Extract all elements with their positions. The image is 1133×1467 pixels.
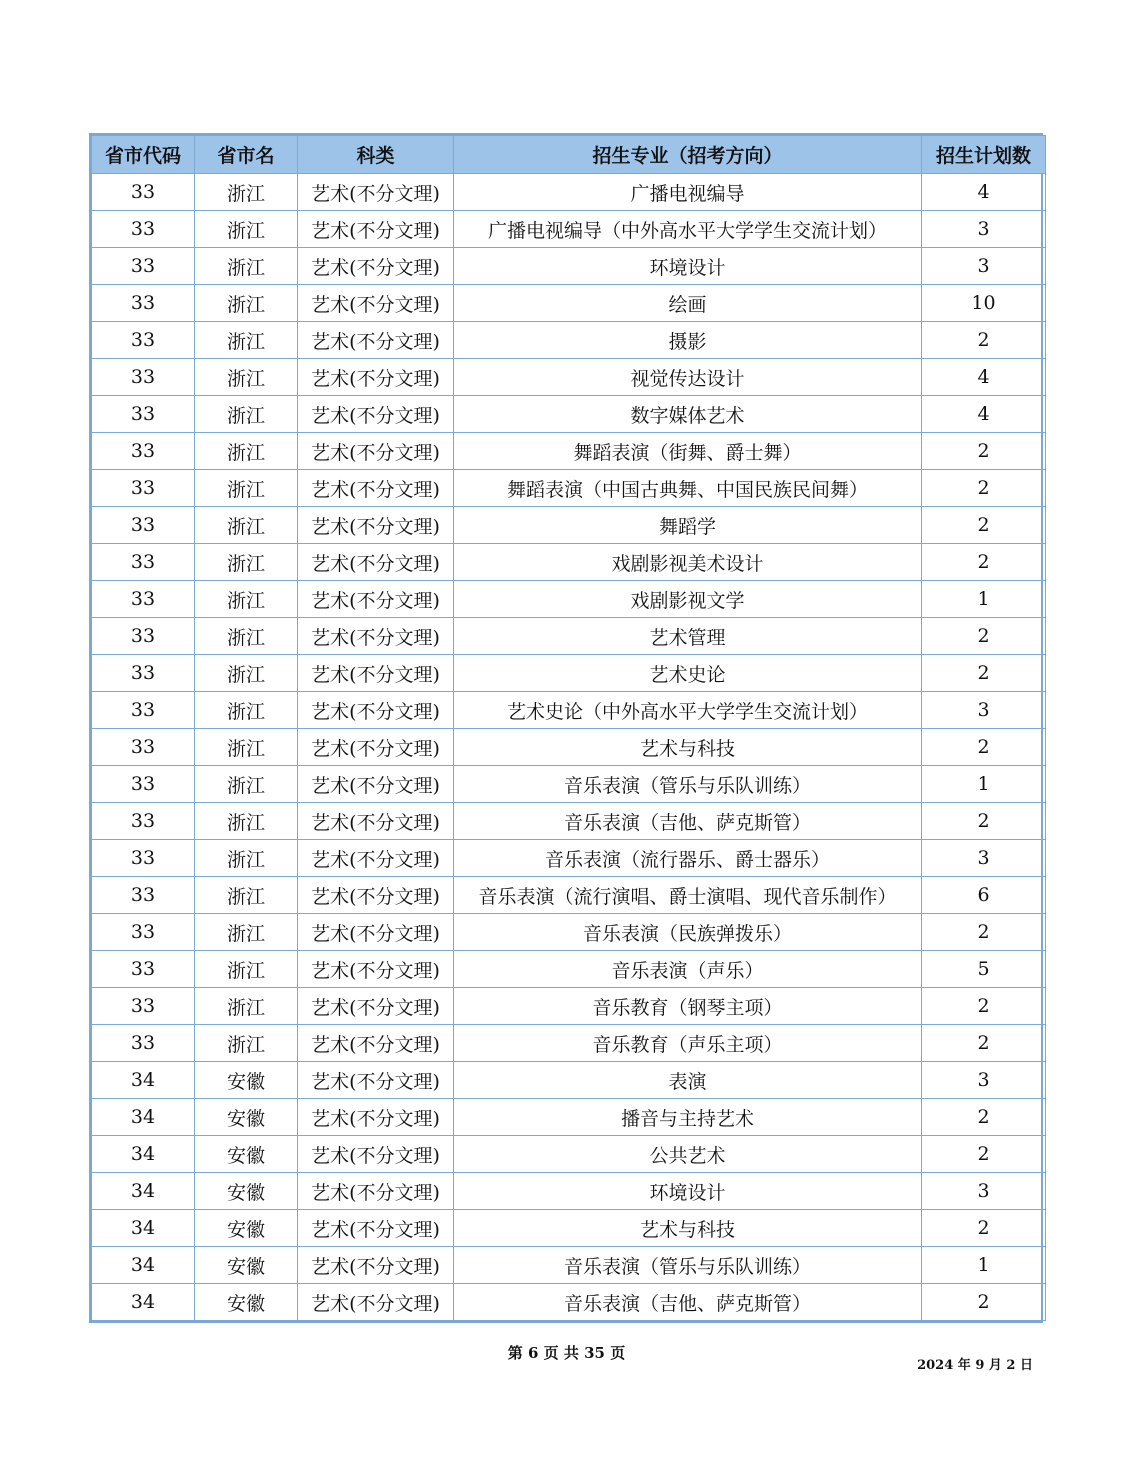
cell-category: 艺术(不分文理)	[298, 877, 454, 914]
table-row	[92, 951, 1046, 988]
cell-category: 艺术(不分文理)	[298, 211, 454, 248]
cell-major: 艺术与科技	[454, 729, 922, 766]
cell-plan-count: 3	[922, 211, 1046, 248]
cell-major: 音乐表演（民族弹拨乐）	[454, 914, 922, 951]
cell-plan-count: 2	[922, 433, 1046, 470]
enrollment-table-container	[89, 133, 1043, 1323]
table-row	[92, 729, 1046, 766]
cell-plan-count: 1	[922, 766, 1046, 803]
table-row	[92, 1099, 1046, 1136]
cell-province-name: 浙江	[195, 877, 298, 914]
cell-plan-count: 5	[922, 951, 1046, 988]
cell-category: 艺术(不分文理)	[298, 951, 454, 988]
cell-major: 音乐表演（吉他、萨克斯管）	[454, 803, 922, 840]
cell-major: 公共艺术	[454, 1136, 922, 1173]
cell-category: 艺术(不分文理)	[298, 840, 454, 877]
cell-major: 绘画	[454, 285, 922, 322]
table-row	[92, 1062, 1046, 1099]
cell-province-name: 安徽	[195, 1210, 298, 1247]
cell-province-code: 33	[92, 248, 195, 285]
table-row	[92, 174, 1046, 211]
cell-major: 摄影	[454, 322, 922, 359]
cell-major: 音乐表演（流行演唱、爵士演唱、现代音乐制作）	[454, 877, 922, 914]
cell-province-code: 33	[92, 322, 195, 359]
cell-category: 艺术(不分文理)	[298, 1062, 454, 1099]
cell-category: 艺术(不分文理)	[298, 988, 454, 1025]
cell-major: 艺术史论	[454, 655, 922, 692]
cell-plan-count: 2	[922, 1099, 1046, 1136]
cell-plan-count: 3	[922, 840, 1046, 877]
cell-province-name: 安徽	[195, 1284, 298, 1321]
cell-province-name: 浙江	[195, 692, 298, 729]
cell-province-code: 33	[92, 655, 195, 692]
cell-category: 艺术(不分文理)	[298, 1099, 454, 1136]
cell-plan-count: 3	[922, 248, 1046, 285]
table-row	[92, 507, 1046, 544]
cell-province-code: 34	[92, 1173, 195, 1210]
cell-province-code: 33	[92, 507, 195, 544]
table-row	[92, 470, 1046, 507]
cell-plan-count: 2	[922, 470, 1046, 507]
cell-major: 艺术史论（中外高水平大学学生交流计划）	[454, 692, 922, 729]
table-row	[92, 1173, 1046, 1210]
cell-province-code: 33	[92, 470, 195, 507]
cell-category: 艺术(不分文理)	[298, 655, 454, 692]
cell-category: 艺术(不分文理)	[298, 1284, 454, 1321]
cell-plan-count: 3	[922, 692, 1046, 729]
cell-category: 艺术(不分文理)	[298, 803, 454, 840]
table-row	[92, 359, 1046, 396]
cell-province-code: 33	[92, 988, 195, 1025]
cell-plan-count: 2	[922, 1025, 1046, 1062]
header-plan-count: 招生计划数	[922, 136, 1046, 174]
cell-major: 音乐表演（管乐与乐队训练）	[454, 1247, 922, 1284]
header-category: 科类	[298, 136, 454, 174]
cell-province-name: 浙江	[195, 988, 298, 1025]
cell-major: 戏剧影视文学	[454, 581, 922, 618]
cell-category: 艺术(不分文理)	[298, 359, 454, 396]
table-row	[92, 1136, 1046, 1173]
cell-province-name: 浙江	[195, 174, 298, 211]
cell-plan-count: 2	[922, 322, 1046, 359]
table-body	[92, 174, 1046, 1321]
cell-plan-count: 1	[922, 581, 1046, 618]
table-row	[92, 1247, 1046, 1284]
cell-major: 音乐表演（吉他、萨克斯管）	[454, 1284, 922, 1321]
cell-major: 环境设计	[454, 248, 922, 285]
cell-major: 艺术与科技	[454, 1210, 922, 1247]
cell-province-name: 浙江	[195, 618, 298, 655]
cell-plan-count: 3	[922, 1062, 1046, 1099]
cell-category: 艺术(不分文理)	[298, 1173, 454, 1210]
table-row	[92, 803, 1046, 840]
cell-province-code: 34	[92, 1099, 195, 1136]
cell-province-name: 浙江	[195, 803, 298, 840]
cell-province-code: 33	[92, 766, 195, 803]
cell-province-name: 浙江	[195, 729, 298, 766]
cell-province-code: 33	[92, 433, 195, 470]
enrollment-plan-table	[91, 135, 1046, 1321]
table-row	[92, 914, 1046, 951]
table-row	[92, 581, 1046, 618]
cell-plan-count: 6	[922, 877, 1046, 914]
cell-plan-count: 4	[922, 359, 1046, 396]
cell-plan-count: 2	[922, 544, 1046, 581]
cell-province-name: 浙江	[195, 248, 298, 285]
table-row	[92, 322, 1046, 359]
cell-plan-count: 10	[922, 285, 1046, 322]
cell-major: 戏剧影视美术设计	[454, 544, 922, 581]
cell-category: 艺术(不分文理)	[298, 1025, 454, 1062]
cell-province-code: 33	[92, 544, 195, 581]
table-row	[92, 655, 1046, 692]
cell-province-name: 浙江	[195, 396, 298, 433]
cell-plan-count: 2	[922, 1210, 1046, 1247]
cell-category: 艺术(不分文理)	[298, 618, 454, 655]
cell-category: 艺术(不分文理)	[298, 507, 454, 544]
cell-category: 艺术(不分文理)	[298, 174, 454, 211]
cell-province-name: 浙江	[195, 470, 298, 507]
cell-province-code: 33	[92, 618, 195, 655]
cell-major: 舞蹈学	[454, 507, 922, 544]
cell-plan-count: 2	[922, 988, 1046, 1025]
table-row	[92, 433, 1046, 470]
cell-province-name: 浙江	[195, 581, 298, 618]
cell-province-name: 浙江	[195, 507, 298, 544]
cell-province-code: 33	[92, 211, 195, 248]
cell-province-code: 33	[92, 1025, 195, 1062]
header-province-code: 省市代码	[92, 136, 195, 174]
cell-province-name: 浙江	[195, 433, 298, 470]
cell-category: 艺术(不分文理)	[298, 433, 454, 470]
cell-plan-count: 4	[922, 174, 1046, 211]
cell-major: 表演	[454, 1062, 922, 1099]
cell-province-name: 安徽	[195, 1062, 298, 1099]
cell-province-name: 浙江	[195, 211, 298, 248]
cell-category: 艺术(不分文理)	[298, 1247, 454, 1284]
cell-category: 艺术(不分文理)	[298, 396, 454, 433]
cell-major: 艺术管理	[454, 618, 922, 655]
cell-province-name: 浙江	[195, 1025, 298, 1062]
table-row	[92, 766, 1046, 803]
cell-province-name: 浙江	[195, 544, 298, 581]
cell-province-name: 安徽	[195, 1173, 298, 1210]
cell-plan-count: 4	[922, 396, 1046, 433]
cell-major: 广播电视编导（中外高水平大学学生交流计划）	[454, 211, 922, 248]
header-major: 招生专业（招考方向）	[454, 136, 922, 174]
cell-province-code: 33	[92, 396, 195, 433]
print-date: 2024 年 9 月 2 日	[917, 1358, 1033, 1373]
table-row	[92, 248, 1046, 285]
table-row	[92, 1025, 1046, 1062]
table-row	[92, 840, 1046, 877]
cell-category: 艺术(不分文理)	[298, 1136, 454, 1173]
cell-province-code: 34	[92, 1247, 195, 1284]
header-province-name: 省市名	[195, 136, 298, 174]
cell-province-code: 33	[92, 359, 195, 396]
cell-province-code: 33	[92, 840, 195, 877]
cell-plan-count: 2	[922, 618, 1046, 655]
cell-plan-count: 2	[922, 803, 1046, 840]
cell-major: 音乐表演（流行器乐、爵士器乐）	[454, 840, 922, 877]
cell-category: 艺术(不分文理)	[298, 248, 454, 285]
cell-province-name: 浙江	[195, 359, 298, 396]
cell-plan-count: 2	[922, 729, 1046, 766]
cell-province-name: 浙江	[195, 840, 298, 877]
cell-province-name: 安徽	[195, 1247, 298, 1284]
page-number: 第 6 页 共 35 页	[507, 1344, 626, 1362]
cell-major: 音乐表演（声乐）	[454, 951, 922, 988]
cell-major: 音乐教育（钢琴主项）	[454, 988, 922, 1025]
table-header-row	[92, 136, 1046, 174]
cell-province-name: 安徽	[195, 1136, 298, 1173]
cell-province-name: 浙江	[195, 914, 298, 951]
table-row	[92, 396, 1046, 433]
cell-province-name: 浙江	[195, 322, 298, 359]
cell-plan-count: 2	[922, 914, 1046, 951]
cell-province-code: 33	[92, 877, 195, 914]
cell-major: 音乐教育（声乐主项）	[454, 1025, 922, 1062]
cell-major: 数字媒体艺术	[454, 396, 922, 433]
table-row	[92, 1284, 1046, 1321]
cell-category: 艺术(不分文理)	[298, 729, 454, 766]
cell-province-code: 34	[92, 1210, 195, 1247]
cell-province-code: 33	[92, 174, 195, 211]
table-row	[92, 1210, 1046, 1247]
cell-category: 艺术(不分文理)	[298, 322, 454, 359]
cell-province-code: 33	[92, 914, 195, 951]
cell-province-code: 33	[92, 692, 195, 729]
cell-category: 艺术(不分文理)	[298, 544, 454, 581]
cell-category: 艺术(不分文理)	[298, 1210, 454, 1247]
cell-province-code: 33	[92, 803, 195, 840]
cell-plan-count: 2	[922, 507, 1046, 544]
table-row	[92, 285, 1046, 322]
cell-category: 艺术(不分文理)	[298, 285, 454, 322]
cell-major: 广播电视编导	[454, 174, 922, 211]
cell-province-code: 34	[92, 1136, 195, 1173]
cell-province-name: 安徽	[195, 1099, 298, 1136]
table-row	[92, 692, 1046, 729]
cell-major: 舞蹈表演（街舞、爵士舞）	[454, 433, 922, 470]
cell-major: 播音与主持艺术	[454, 1099, 922, 1136]
cell-province-code: 33	[92, 581, 195, 618]
cell-category: 艺术(不分文理)	[298, 470, 454, 507]
table-row	[92, 877, 1046, 914]
cell-province-name: 浙江	[195, 285, 298, 322]
cell-province-code: 34	[92, 1062, 195, 1099]
cell-category: 艺术(不分文理)	[298, 914, 454, 951]
table-row	[92, 211, 1046, 248]
cell-plan-count: 1	[922, 1247, 1046, 1284]
cell-category: 艺术(不分文理)	[298, 581, 454, 618]
cell-category: 艺术(不分文理)	[298, 766, 454, 803]
cell-province-code: 33	[92, 729, 195, 766]
table-row	[92, 544, 1046, 581]
cell-province-name: 浙江	[195, 766, 298, 803]
cell-province-name: 浙江	[195, 655, 298, 692]
cell-province-name: 浙江	[195, 951, 298, 988]
cell-plan-count: 2	[922, 1284, 1046, 1321]
cell-province-code: 33	[92, 951, 195, 988]
cell-major: 音乐表演（管乐与乐队训练）	[454, 766, 922, 803]
cell-province-code: 33	[92, 285, 195, 322]
cell-plan-count: 3	[922, 1173, 1046, 1210]
cell-plan-count: 2	[922, 1136, 1046, 1173]
cell-category: 艺术(不分文理)	[298, 692, 454, 729]
table-row	[92, 988, 1046, 1025]
cell-major: 舞蹈表演（中国古典舞、中国民族民间舞）	[454, 470, 922, 507]
cell-major: 环境设计	[454, 1173, 922, 1210]
cell-province-code: 34	[92, 1284, 195, 1321]
cell-major: 视觉传达设计	[454, 359, 922, 396]
cell-plan-count: 2	[922, 655, 1046, 692]
table-row	[92, 618, 1046, 655]
